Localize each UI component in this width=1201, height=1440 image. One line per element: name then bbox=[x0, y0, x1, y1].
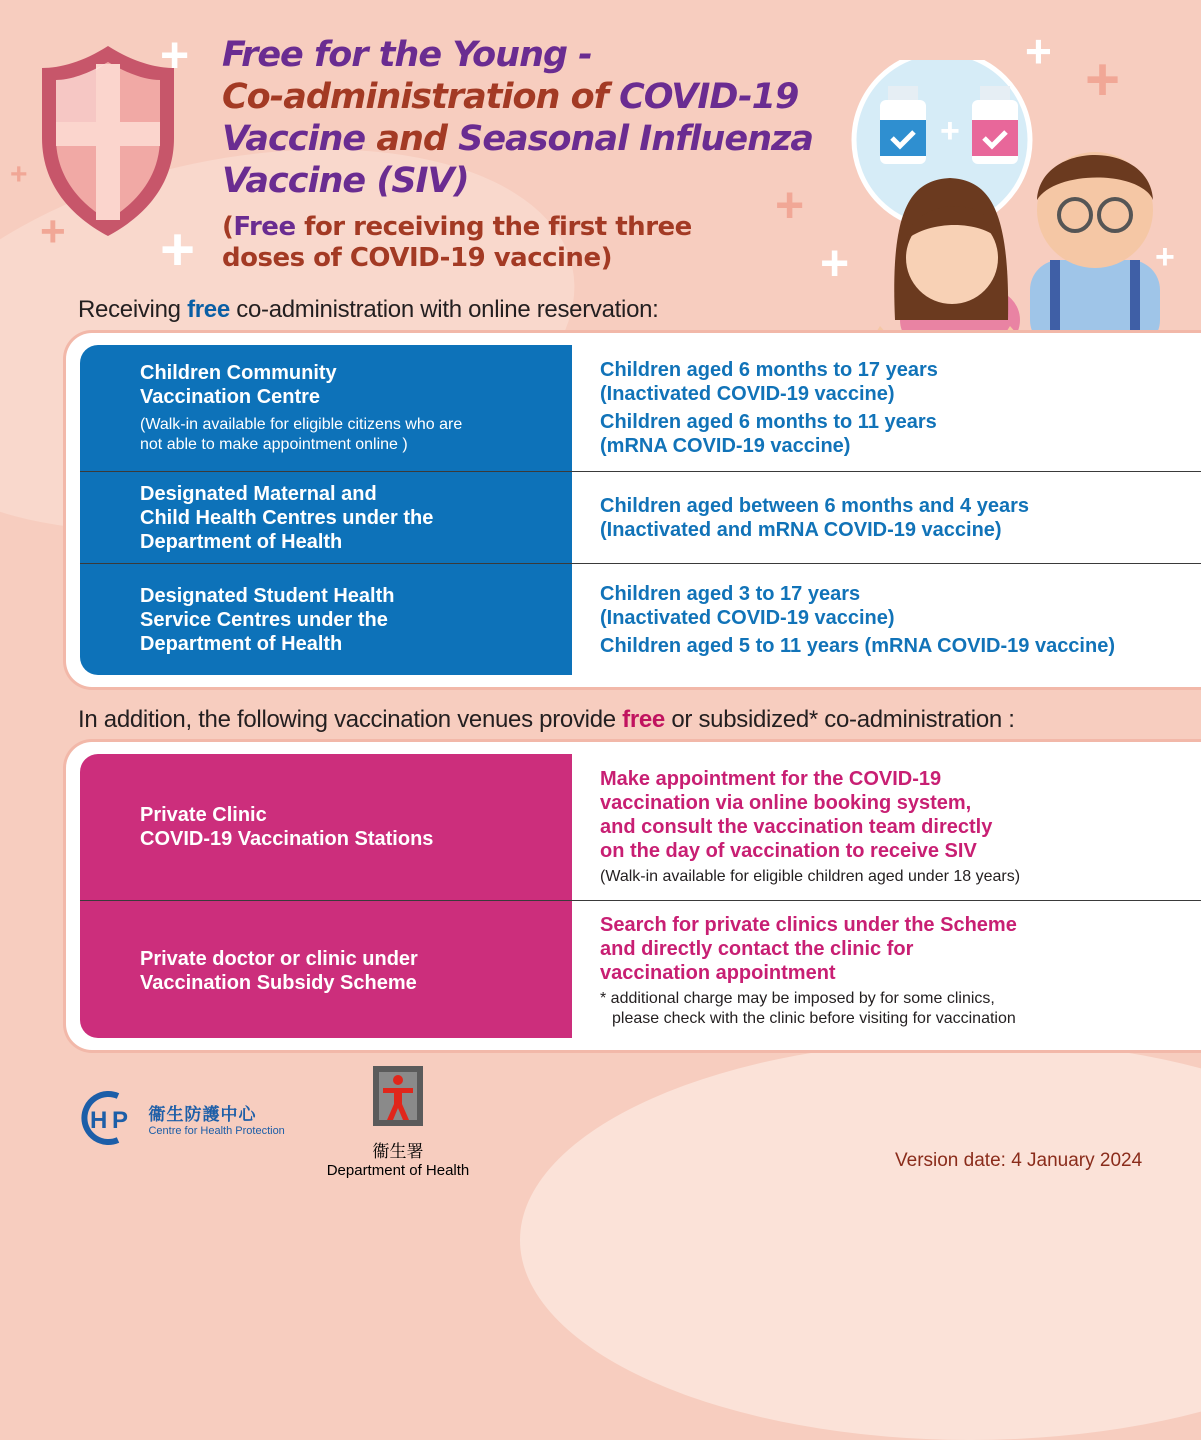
eligibility-text: Children aged between 6 months and 4 years bbox=[600, 495, 1030, 517]
title-line: Vaccine bbox=[222, 119, 377, 159]
venue-name-cell bbox=[80, 472, 572, 564]
instruction-text: Search for private clinics under the Scheme bbox=[600, 914, 1017, 936]
children-vaccine-illustration bbox=[840, 60, 1180, 350]
section-heading-online-reservation bbox=[78, 296, 659, 324]
title-line: Free for the Young - bbox=[222, 35, 592, 75]
table-row bbox=[80, 900, 1201, 1038]
plus-icon: + bbox=[160, 27, 190, 83]
instruction-cell bbox=[572, 754, 1201, 900]
charge-note: please check with the clinic before visiting for vaccination bbox=[612, 1010, 1016, 1027]
page-subtitle bbox=[222, 212, 782, 274]
doh-name-en: Department of Health bbox=[326, 1162, 470, 1179]
venue-name: Service Centres under the bbox=[140, 609, 388, 631]
venue-name: Vaccination Subsidy Scheme bbox=[140, 972, 417, 994]
chp-logo bbox=[78, 1090, 285, 1146]
title-line: Co-administration of bbox=[222, 77, 620, 117]
instruction-text: vaccination via online booking system, bbox=[600, 792, 972, 814]
venue-name: Department of Health bbox=[140, 531, 343, 553]
plus-icon: + bbox=[1155, 238, 1175, 276]
table-row bbox=[80, 345, 1201, 471]
doh-logo bbox=[318, 1066, 478, 1179]
plus-icon: + bbox=[40, 207, 66, 256]
walk-in-note: (Walk-in available for eligible children aged under 18 years) bbox=[600, 868, 1021, 885]
eligibility-cell bbox=[572, 345, 1201, 471]
eligibility-text: (mRNA COVID-19 vaccine) bbox=[600, 435, 851, 457]
section-text-free: free bbox=[187, 296, 230, 323]
doh-emblem-icon bbox=[373, 1066, 423, 1126]
charge-note: * additional charge may be imposed by for some clinics, bbox=[600, 990, 995, 1007]
eligibility-cell bbox=[572, 564, 1201, 675]
svg-text:P: P bbox=[112, 1107, 129, 1134]
subtitle-part: doses of COVID-19 vaccine) bbox=[222, 243, 612, 273]
section-text: Receiving bbox=[78, 296, 188, 323]
plus-icon: + bbox=[10, 158, 28, 191]
chp-name-en: Centre for Health Protection bbox=[148, 1124, 285, 1137]
page-title bbox=[222, 34, 842, 202]
title-line: Vaccine (SIV) bbox=[222, 161, 469, 201]
venue-note: not able to make appointment online ) bbox=[140, 436, 408, 453]
chp-mark-icon bbox=[78, 1090, 142, 1146]
venue-name: Children Community bbox=[140, 362, 337, 384]
instruction-text: on the day of vaccination to receive SIV bbox=[600, 840, 977, 862]
eligibility-text: Children aged 6 months to 17 years bbox=[600, 359, 938, 381]
venue-name: Private doctor or clinic under bbox=[140, 948, 418, 970]
instruction-cell bbox=[572, 901, 1201, 1038]
eligibility-text: (Inactivated COVID-19 vaccine) bbox=[600, 607, 895, 629]
venue-table-free bbox=[66, 333, 1201, 687]
title-line: COVID-19 bbox=[619, 77, 799, 117]
eligibility-text: Children aged 6 months to 11 years bbox=[600, 411, 937, 433]
section-text: In addition, the following vaccination venues provide bbox=[78, 706, 623, 733]
section-text: co-administration with online reservation: bbox=[229, 296, 659, 323]
instruction-text: Make appointment for the COVID-19 bbox=[600, 768, 942, 790]
shield-icon bbox=[38, 40, 178, 240]
instruction-text: and directly contact the clinic for bbox=[600, 938, 914, 960]
title-line: Seasonal Influenza bbox=[458, 119, 813, 159]
venue-name: Private Clinic bbox=[140, 804, 267, 826]
venue-table-subsidized bbox=[66, 742, 1201, 1050]
section-text: or subsidized* co-administration : bbox=[664, 706, 1015, 733]
venue-name: Child Health Centres under the bbox=[140, 507, 434, 529]
eligibility-text: (Inactivated COVID-19 vaccine) bbox=[600, 383, 895, 405]
section-heading-subsidized bbox=[78, 706, 1015, 734]
venue-note: (Walk-in available for eligible citizens who are bbox=[140, 416, 463, 433]
venue-name-cell bbox=[80, 345, 572, 471]
venue-name-cell bbox=[80, 564, 572, 675]
venue-name-cell bbox=[80, 754, 572, 900]
venue-name: Designated Student Health bbox=[140, 585, 395, 607]
title-line: and bbox=[376, 119, 459, 159]
plus-icon: + bbox=[1025, 25, 1052, 77]
subtitle-part: Free bbox=[233, 212, 296, 242]
doh-name-cn: 衞生署 bbox=[372, 1142, 424, 1161]
venue-name: Designated Maternal and bbox=[140, 483, 377, 505]
instruction-text: and consult the vaccination team directly bbox=[600, 816, 993, 838]
eligibility-cell bbox=[572, 472, 1201, 564]
svg-text:+: + bbox=[940, 112, 960, 150]
version-date: Version date: 4 January 2024 bbox=[895, 1150, 1143, 1171]
plus-icon: + bbox=[160, 216, 196, 283]
eligibility-text: Children aged 3 to 17 years bbox=[600, 583, 861, 605]
plus-icon: + bbox=[1085, 46, 1121, 113]
subtitle-part: ( bbox=[222, 212, 234, 242]
table-row bbox=[80, 563, 1201, 675]
subtitle-part: for receiving the first three bbox=[295, 212, 692, 242]
background-blob bbox=[520, 1040, 1201, 1440]
venue-name: COVID-19 Vaccination Stations bbox=[140, 828, 434, 850]
eligibility-text: (Inactivated and mRNA COVID-19 vaccine) bbox=[600, 519, 1002, 541]
svg-text:H: H bbox=[90, 1107, 108, 1134]
venue-name: Vaccination Centre bbox=[140, 386, 321, 408]
section-text-free: free bbox=[622, 706, 665, 733]
plus-icon: + bbox=[820, 235, 850, 291]
venue-name: Department of Health bbox=[140, 633, 343, 655]
venue-name-cell bbox=[80, 901, 572, 1038]
table-row bbox=[80, 471, 1201, 564]
table-row bbox=[80, 754, 1201, 900]
instruction-text: vaccination appointment bbox=[600, 962, 836, 984]
chp-name-cn: 衞生防護中心 bbox=[148, 1104, 257, 1124]
plus-icon: + bbox=[775, 177, 805, 233]
eligibility-text: Children aged 5 to 11 years (mRNA COVID-19 vaccine) bbox=[600, 635, 1115, 657]
